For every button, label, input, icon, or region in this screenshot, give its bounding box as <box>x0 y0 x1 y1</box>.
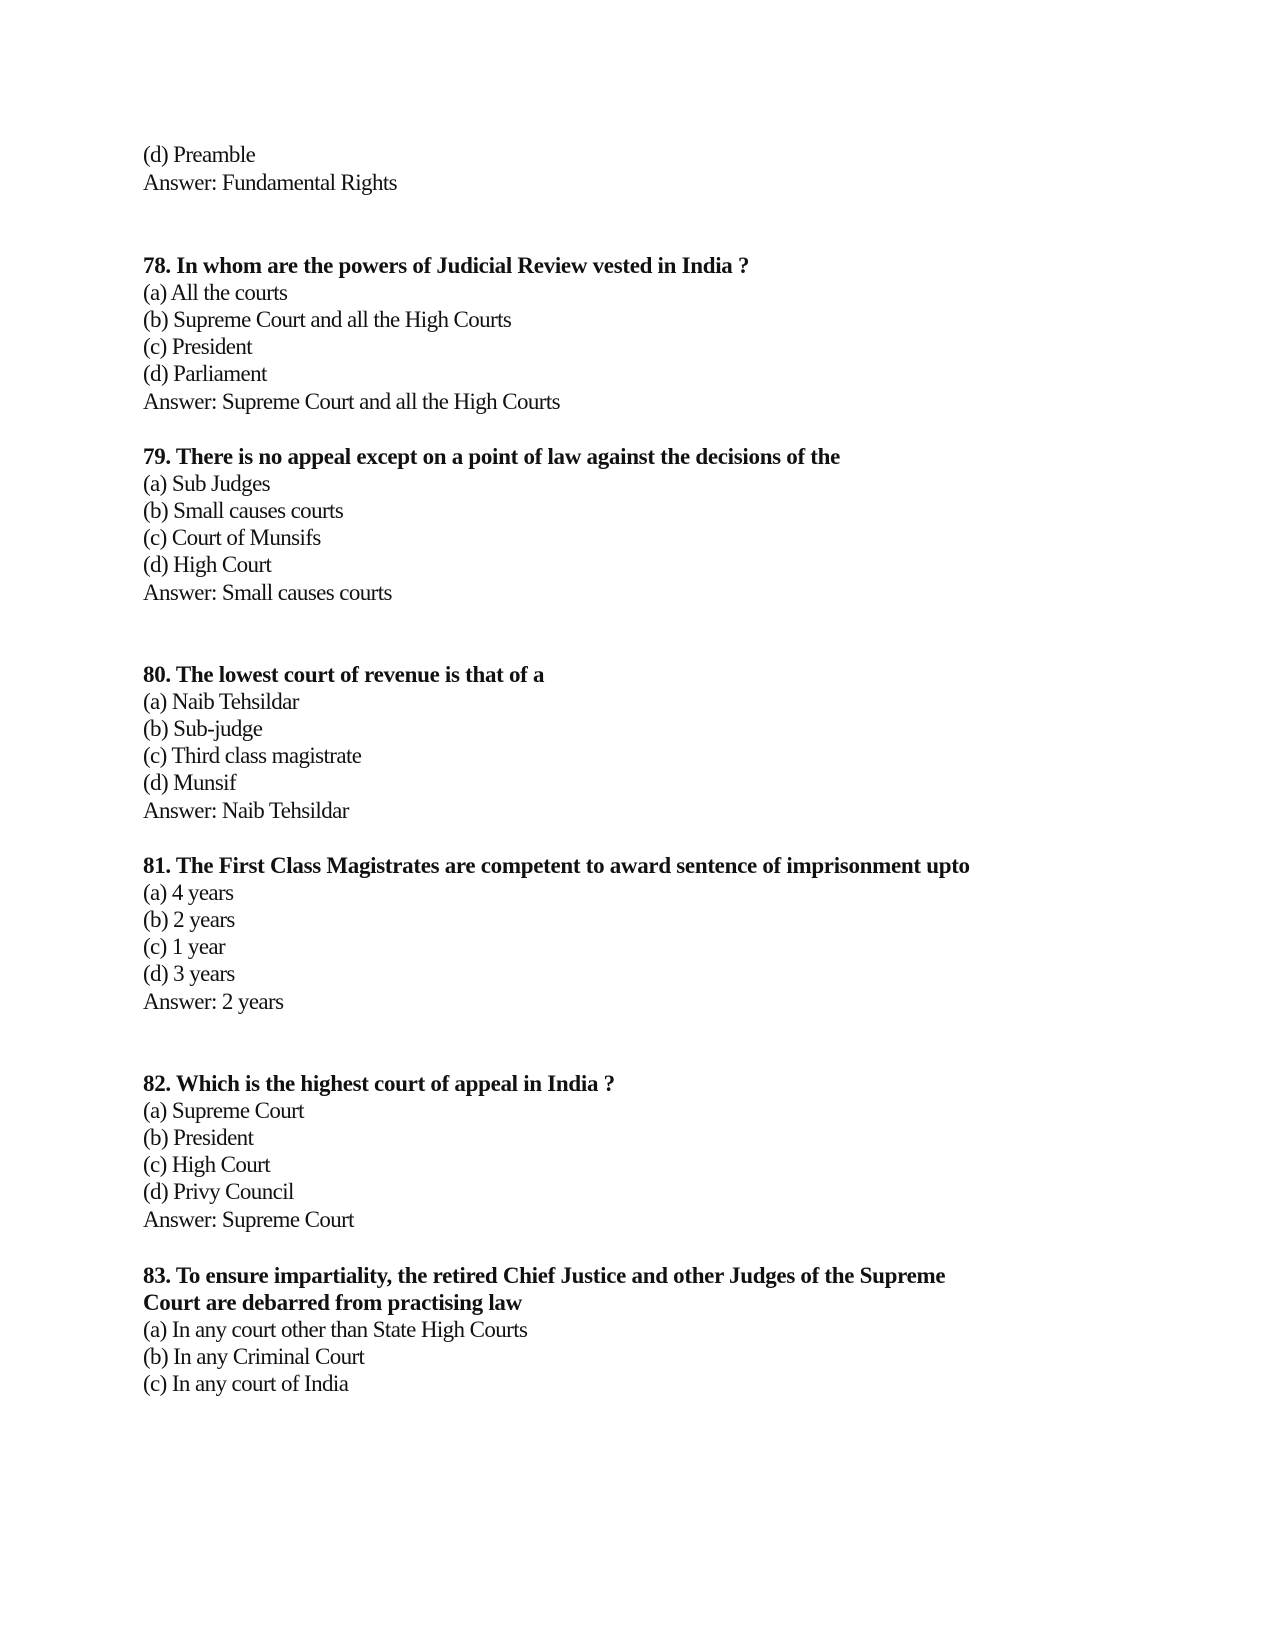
option-79-a: (a) Sub Judges <box>143 471 271 496</box>
answer-81: Answer: 2 years <box>143 989 284 1014</box>
option-81-c: (c) 1 year <box>143 934 226 959</box>
question-82: 82. Which is the highest court of appeal in India ? <box>143 1071 615 1096</box>
question-81: 81. The First Class Magistrates are competent to award sentence of imprisonment upto <box>143 853 970 878</box>
answer-80: Answer: Naib Tehsildar <box>143 798 349 823</box>
option-79-d: (d) High Court <box>143 552 272 577</box>
option-78-a: (a) All the courts <box>143 280 288 305</box>
option-82-c: (c) High Court <box>143 1152 271 1177</box>
option-81-b: (b) 2 years <box>143 907 235 932</box>
option-80-c: (c) Third class magistrate <box>143 743 362 768</box>
option-83-c: (c) In any court of India <box>143 1371 349 1396</box>
option-78-d: (d) Parliament <box>143 361 267 386</box>
option-80-d: (d) Munsif <box>143 770 237 795</box>
option-81-a: (a) 4 years <box>143 880 234 905</box>
option-80-b: (b) Sub-judge <box>143 716 263 741</box>
option-82-d: (d) Privy Council <box>143 1179 294 1204</box>
option-80-a: (a) Naib Tehsildar <box>143 689 299 714</box>
option-83-b: (b) In any Criminal Court <box>143 1344 365 1369</box>
answer-fundamental-rights: Answer: Fundamental Rights <box>143 170 397 195</box>
option-d-preamble: (d) Preamble <box>143 142 256 167</box>
question-79: 79. There is no appeal except on a point of law against the decisions of the <box>143 444 841 469</box>
question-78: 78. In whom are the powers of Judicial Review vested in India ? <box>143 253 750 278</box>
answer-79: Answer: Small causes courts <box>143 580 392 605</box>
option-78-c: (c) President <box>143 334 253 359</box>
option-79-c: (c) Court of Munsifs <box>143 525 321 550</box>
answer-78: Answer: Supreme Court and all the High Courts <box>143 389 560 414</box>
option-78-b: (b) Supreme Court and all the High Courts <box>143 307 512 332</box>
option-81-d: (d) 3 years <box>143 961 235 986</box>
question-80: 80. The lowest court of revenue is that of a <box>143 662 545 687</box>
option-79-b: (b) Small causes courts <box>143 498 344 523</box>
question-83-line-2: Court are debarred from practising law <box>143 1290 522 1315</box>
option-82-b: (b) President <box>143 1125 254 1150</box>
option-82-a: (a) Supreme Court <box>143 1098 304 1123</box>
answer-82: Answer: Supreme Court <box>143 1207 354 1232</box>
option-83-a: (a) In any court other than State High Courts <box>143 1317 528 1342</box>
question-83-line-1: 83. To ensure impartiality, the retired Chief Justice and other Judges of the Supreme <box>143 1263 946 1288</box>
